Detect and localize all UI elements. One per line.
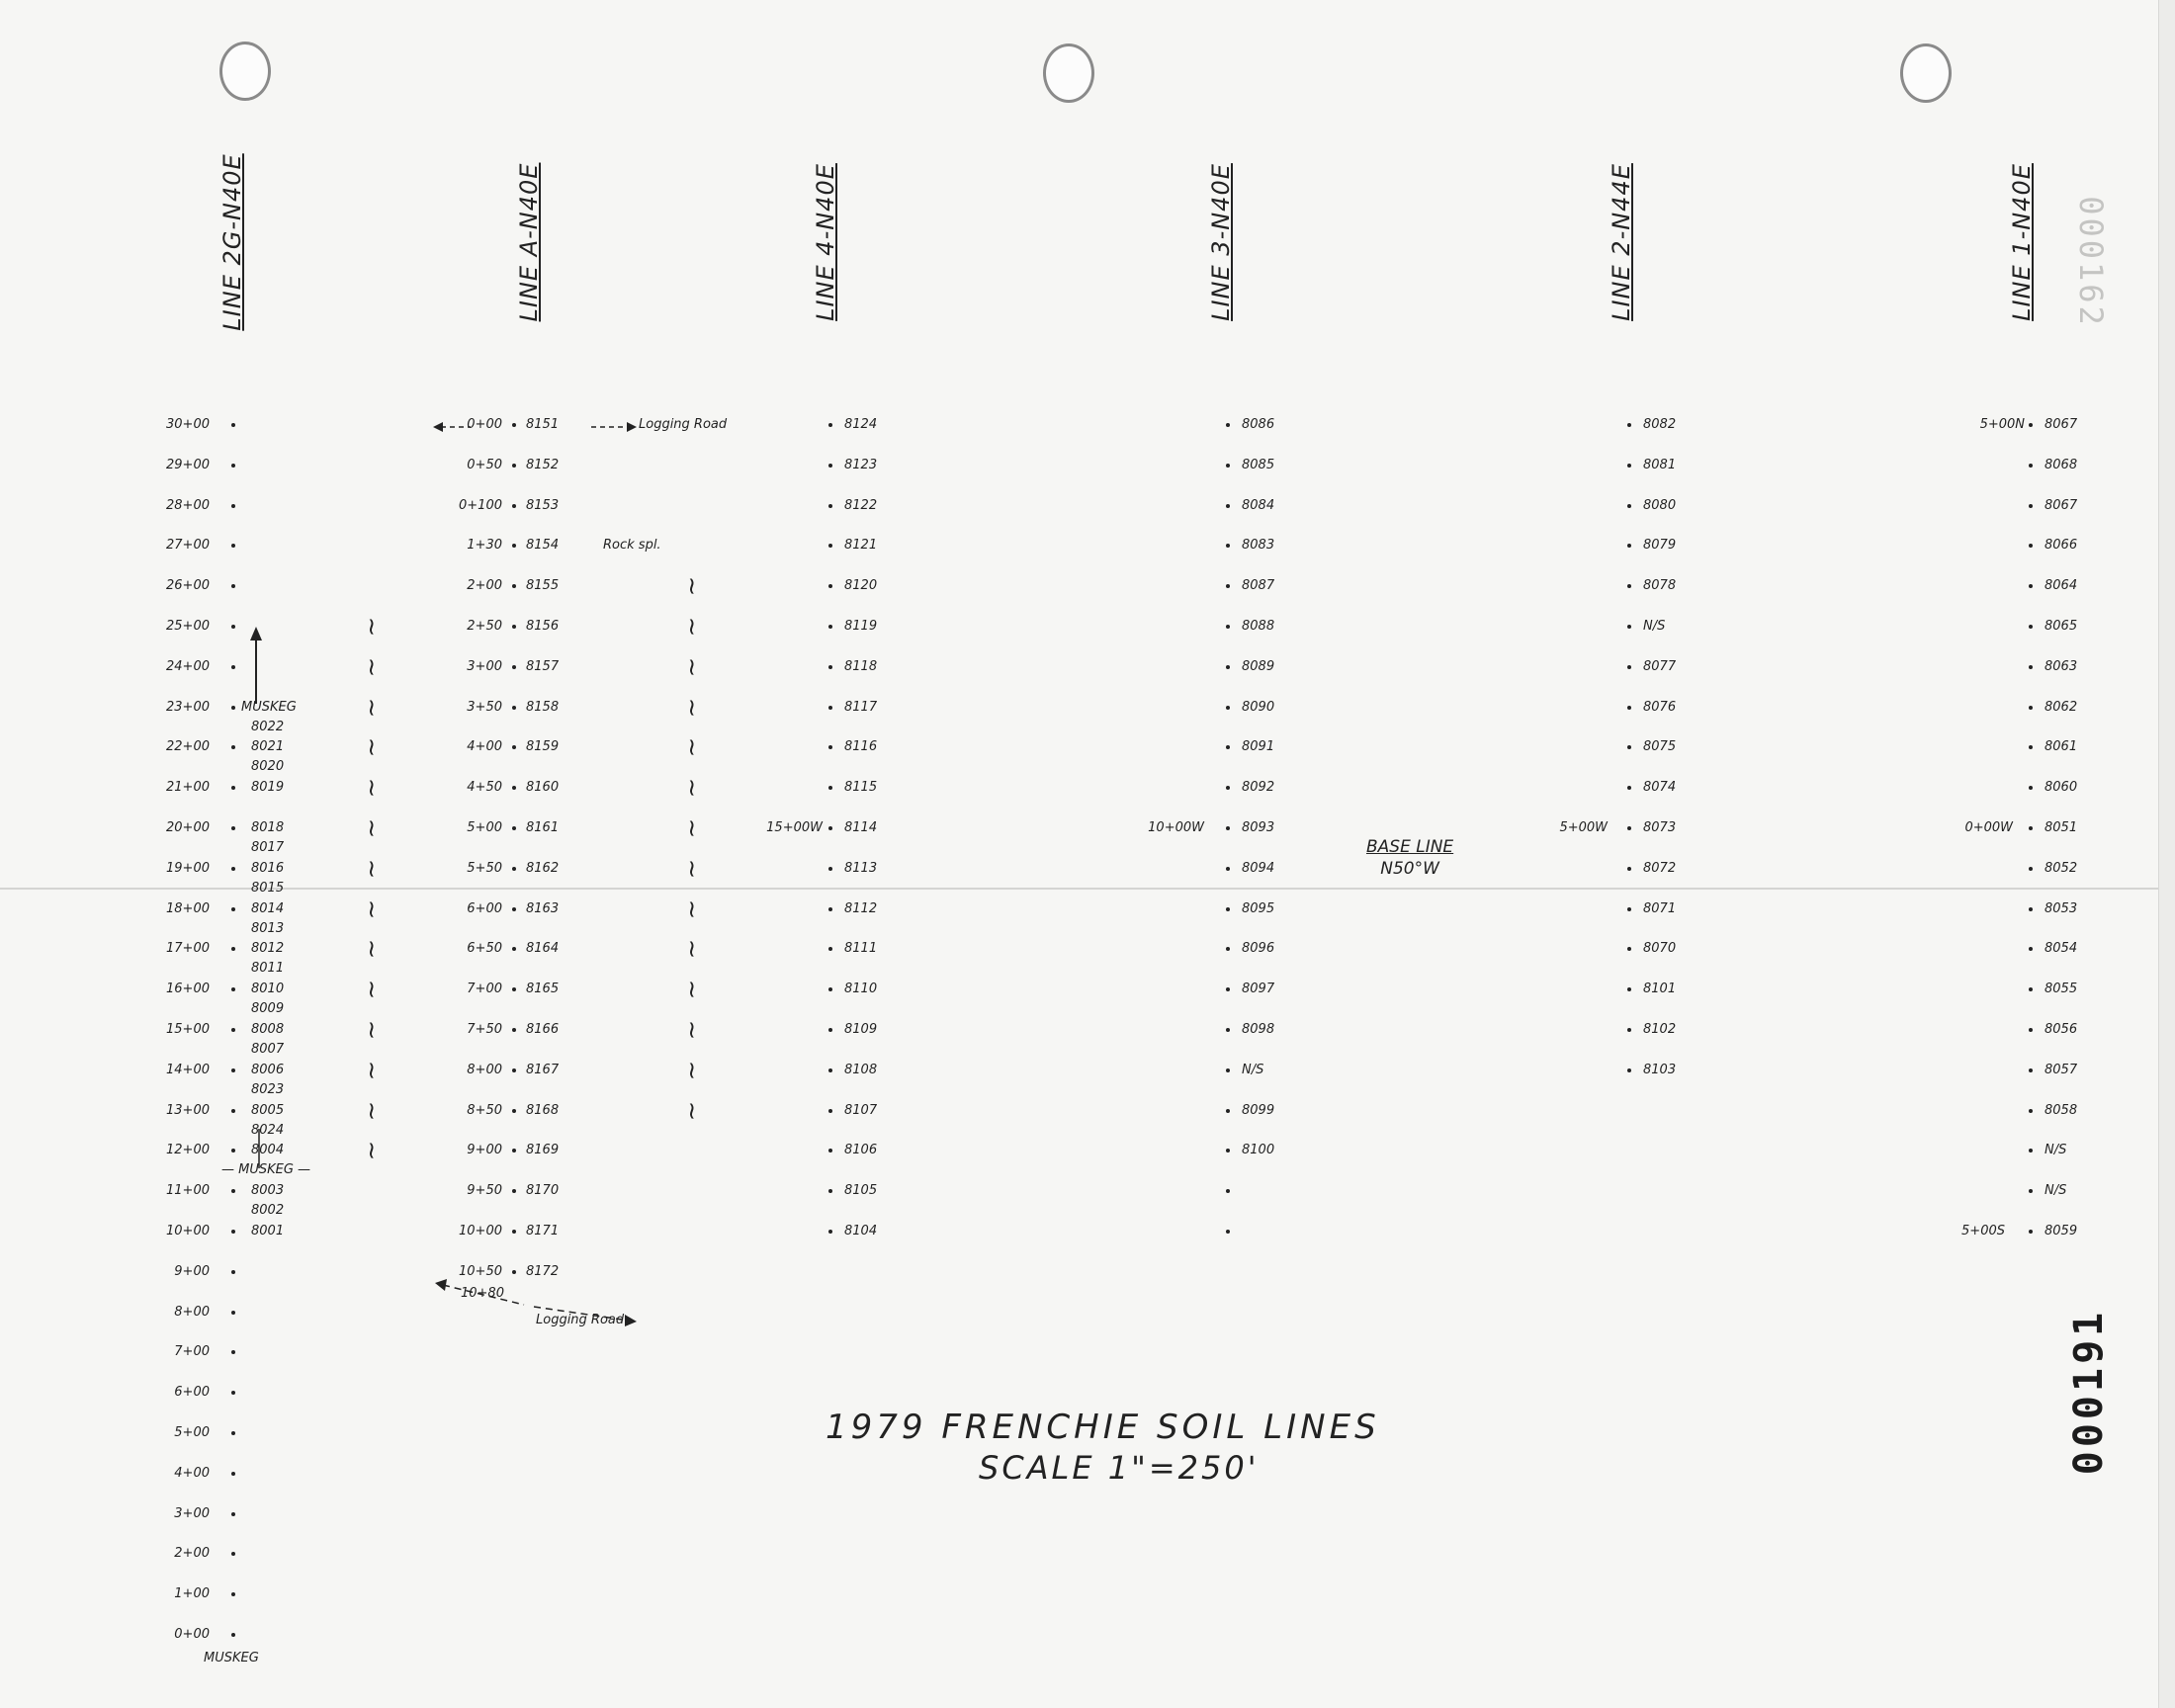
muskeg-symbol: ~ xyxy=(678,980,707,1000)
station-label: 3+00 xyxy=(467,658,502,674)
station-label: 2+00 xyxy=(174,1546,210,1562)
sample-number: 8158 xyxy=(526,699,560,715)
station-label: 4+00 xyxy=(174,1465,210,1481)
station-label: 10+00 xyxy=(166,1224,210,1238)
station-label: 1+00 xyxy=(174,1586,210,1602)
sample-number: 8078 xyxy=(1643,578,1677,594)
muskeg-symbol: ~ xyxy=(678,737,707,758)
muskeg-symbol: ~ xyxy=(358,898,387,919)
station-label: 1+30 xyxy=(467,538,502,554)
sample-number: 8072 xyxy=(1643,860,1677,876)
sample-number: 8152 xyxy=(526,457,560,472)
muskeg-note: MUSKEG xyxy=(204,1651,259,1665)
sample-number: 8114 xyxy=(844,820,878,835)
sample-number: 8121 xyxy=(844,538,878,554)
sample-number: 8159 xyxy=(526,739,560,755)
sample-number: 8084 xyxy=(1242,497,1275,513)
muskeg-symbol: ~ xyxy=(678,576,707,597)
sample-number: 8067 xyxy=(2044,497,2078,513)
muskeg-symbol: ~ xyxy=(358,616,387,638)
sample-number: 8002 xyxy=(251,1203,285,1219)
muskeg-symbol: ~ xyxy=(678,1060,707,1080)
sample-number: 8024 xyxy=(251,1122,285,1138)
sample-number: 8098 xyxy=(1242,1022,1275,1037)
sample-number: 8109 xyxy=(844,1022,878,1037)
sample-number: 8162 xyxy=(526,860,560,876)
sample-number: 8091 xyxy=(1242,739,1275,755)
sample-number: 8095 xyxy=(1242,900,1275,916)
muskeg-symbol: ~ xyxy=(678,939,707,960)
sample-number: 8094 xyxy=(1242,860,1275,876)
sample-number: 8113 xyxy=(844,860,878,876)
sample-number: 8007 xyxy=(251,1042,285,1057)
sample-number: 8059 xyxy=(2044,1224,2078,1238)
sample-number: 8051 xyxy=(2044,820,2078,835)
sample-number: 8015 xyxy=(251,880,285,896)
sample-number: 8099 xyxy=(1242,1102,1275,1118)
sample-number: 8081 xyxy=(1643,457,1677,472)
muskeg-symbol: ~ xyxy=(678,778,707,799)
line-3-heading: LINE 3-N40E xyxy=(1207,163,1235,321)
sample-number: 8021 xyxy=(251,739,285,755)
muskeg-arrow-head xyxy=(250,627,262,640)
sample-number: 8110 xyxy=(844,982,878,997)
sample-number: 8115 xyxy=(844,780,878,796)
station-label: 6+50 xyxy=(467,941,502,957)
muskeg-symbol: ~ xyxy=(358,817,387,839)
sample-number: 8064 xyxy=(2044,578,2078,594)
station-label: 3+00 xyxy=(174,1505,210,1521)
line-2-heading: LINE 2-N44E xyxy=(1608,163,1635,321)
sample-number: 8006 xyxy=(251,1062,285,1077)
muskeg-symbol: ~ xyxy=(358,1141,387,1161)
muskeg-symbol: ~ xyxy=(358,1100,387,1121)
sample-number: 8116 xyxy=(844,739,878,755)
logging-road-arrow-head xyxy=(625,1315,637,1326)
sample-number: 8008 xyxy=(251,1022,285,1037)
sample-number: 8074 xyxy=(1643,780,1677,796)
logging-road-arrow-bottom-right xyxy=(534,1307,629,1321)
map-scale: SCALE 1"=250' xyxy=(979,1449,1260,1487)
line-4-heading: LINE 4-N40E xyxy=(812,163,839,321)
sample-number: 8053 xyxy=(2044,900,2078,916)
sample-number: 8169 xyxy=(526,1143,560,1158)
station-label: 27+00 xyxy=(166,538,210,554)
station-label: 12+00 xyxy=(166,1143,210,1158)
station-label: 20+00 xyxy=(166,820,210,835)
sample-number: 8052 xyxy=(2044,860,2078,876)
line-2g-heading: LINE 2G-N40E xyxy=(218,153,246,331)
station-label: 10+50 xyxy=(459,1263,502,1279)
sample-number: 8086 xyxy=(1242,417,1275,432)
sample-number: 8112 xyxy=(844,900,878,916)
muskeg-symbol: ~ xyxy=(678,697,707,718)
station-label: 6+00 xyxy=(174,1385,210,1401)
sample-number: 8124 xyxy=(844,417,878,432)
sample-number: 8082 xyxy=(1643,417,1677,432)
baseline-station: 10+00W xyxy=(1148,820,1204,835)
sample-number: 8117 xyxy=(844,699,878,715)
baseline-station: 5+00S xyxy=(1961,1224,2005,1238)
station-label: 5+00 xyxy=(174,1425,210,1440)
sample-number: 8076 xyxy=(1643,699,1677,715)
station-label: 15+00 xyxy=(166,1022,210,1037)
station-label: 28+00 xyxy=(166,497,210,513)
logging-road-arrow-head xyxy=(627,422,637,432)
station-label: 19+00 xyxy=(166,860,210,876)
sample-number: 8054 xyxy=(2044,941,2078,957)
sample-number: 8096 xyxy=(1242,941,1275,957)
sample-number: 8089 xyxy=(1242,658,1275,674)
muskeg-symbol: ~ xyxy=(358,939,387,960)
sample-number: 8001 xyxy=(251,1224,285,1238)
muskeg-symbol: ~ xyxy=(678,616,707,638)
sample-number: 8058 xyxy=(2044,1102,2078,1118)
sample-number: N/S xyxy=(2044,1183,2067,1199)
sample-number: 8102 xyxy=(1643,1022,1677,1037)
sample-number: 8055 xyxy=(2044,982,2078,997)
station-label: 6+00 xyxy=(467,900,502,916)
station-label: 29+00 xyxy=(166,457,210,472)
station-label: 5+00 xyxy=(467,820,502,835)
sample-number: 8016 xyxy=(251,860,285,876)
station-label: 9+00 xyxy=(467,1143,502,1158)
station-label: 25+00 xyxy=(166,619,210,634)
station-label: 8+50 xyxy=(467,1102,502,1118)
sample-number: 8085 xyxy=(1242,457,1275,472)
sample-number: 8063 xyxy=(2044,658,2078,674)
sample-number: 8103 xyxy=(1643,1062,1677,1077)
sample-number: 8156 xyxy=(526,619,560,634)
muskeg-symbol: ~ xyxy=(358,656,387,677)
sample-number: 8003 xyxy=(251,1183,285,1199)
sample-number: 8164 xyxy=(526,941,560,957)
muskeg-symbol: ~ xyxy=(358,1019,387,1041)
station-label: 22+00 xyxy=(166,739,210,755)
sample-number: 8068 xyxy=(2044,457,2078,472)
sample-number: 8160 xyxy=(526,780,560,796)
sample-number: 8151 xyxy=(526,417,560,432)
sample-number: 8079 xyxy=(1643,538,1677,554)
sample-number: 8066 xyxy=(2044,538,2078,554)
station-label: 16+00 xyxy=(166,982,210,997)
faint-stamp-number: 000162 xyxy=(2072,196,2110,328)
logging-road-note: Logging Road xyxy=(536,1312,625,1327)
station-label: 0+00 xyxy=(174,1627,210,1642)
sample-number: N/S xyxy=(2044,1143,2067,1158)
sample-number: 8155 xyxy=(526,578,560,594)
sample-number: 8088 xyxy=(1242,619,1275,634)
station-label: 0+00 xyxy=(467,417,502,432)
sample-number: 8157 xyxy=(526,658,560,674)
station-label: 10+80 xyxy=(461,1285,504,1301)
sample-number: 8062 xyxy=(2044,699,2078,715)
sample-number: N/S xyxy=(1242,1062,1264,1077)
station-label: 5+50 xyxy=(467,860,502,876)
sample-number: 8104 xyxy=(844,1224,878,1238)
logging-road-arrow-head xyxy=(435,1279,447,1291)
station-label: 10+00 xyxy=(459,1224,502,1238)
map-title: 1979 FRENCHIE SOIL LINES xyxy=(826,1408,1380,1447)
station-label: 4+50 xyxy=(467,780,502,796)
rock-sample-note: Rock spl. xyxy=(603,538,661,554)
sample-number: 8056 xyxy=(2044,1022,2078,1037)
sample-number: 8019 xyxy=(251,780,285,796)
station-label: 4+00 xyxy=(467,739,502,755)
sample-number: 8060 xyxy=(2044,780,2078,796)
sample-number: 8154 xyxy=(526,538,560,554)
sample-number: 8106 xyxy=(844,1143,878,1158)
sample-number: 8105 xyxy=(844,1183,878,1199)
sample-number: 8166 xyxy=(526,1022,560,1037)
muskeg-symbol: ~ xyxy=(358,737,387,758)
base-line-title: BASE LINE xyxy=(1366,837,1454,857)
station-label: 30+00 xyxy=(166,417,210,432)
sample-number: 8073 xyxy=(1643,820,1677,835)
sample-number: 8065 xyxy=(2044,619,2078,634)
logging-road-note: Logging Road xyxy=(639,417,728,432)
document-stamp-number: 000191 xyxy=(2066,1308,2112,1476)
sample-number: 8017 xyxy=(251,840,285,855)
station-label: 7+50 xyxy=(467,1022,502,1037)
sample-number: 8101 xyxy=(1643,982,1677,997)
sample-number: 8163 xyxy=(526,900,560,916)
station-label: 2+50 xyxy=(467,619,502,634)
sample-number: 8168 xyxy=(526,1102,560,1118)
sample-number: 8009 xyxy=(251,1001,285,1017)
sample-number: 8023 xyxy=(251,1081,285,1097)
station-label: 9+50 xyxy=(467,1183,502,1199)
station-label: 13+00 xyxy=(166,1102,210,1118)
sample-number: 8010 xyxy=(251,982,285,997)
baseline-station: 0+00W xyxy=(1964,820,2013,835)
sample-number: 8020 xyxy=(251,759,285,775)
station-label: 8+00 xyxy=(467,1062,502,1077)
sample-number: 8077 xyxy=(1643,658,1677,674)
sample-number: 8012 xyxy=(251,941,285,957)
sample-number: 8070 xyxy=(1643,941,1677,957)
baseline-station: 5+00W xyxy=(1559,820,1608,835)
station-label: 0+100 xyxy=(459,497,502,513)
sample-number: 8071 xyxy=(1643,900,1677,916)
station-label: 3+50 xyxy=(467,699,502,715)
sample-number: 8171 xyxy=(526,1224,560,1238)
sample-number: 8108 xyxy=(844,1062,878,1077)
sample-number: 8097 xyxy=(1242,982,1275,997)
base-line-bearing: N50°W xyxy=(1380,859,1439,879)
sample-number: 8075 xyxy=(1643,739,1677,755)
sample-number: 8022 xyxy=(251,719,285,734)
sample-number: 8093 xyxy=(1242,820,1275,835)
muskeg-symbol: ~ xyxy=(678,656,707,677)
station-label: 7+00 xyxy=(467,982,502,997)
line-a-heading: LINE A-N40E xyxy=(515,162,543,322)
sample-number: N/S xyxy=(1643,619,1666,634)
station-label: 11+00 xyxy=(166,1183,210,1199)
station-label: 8+00 xyxy=(174,1304,210,1320)
muskeg-symbol: ~ xyxy=(358,697,387,718)
baseline-station: 5+00N xyxy=(1979,417,2025,432)
muskeg-symbol: ~ xyxy=(358,778,387,799)
sample-number: 8111 xyxy=(844,941,878,957)
sample-number: 8165 xyxy=(526,982,560,997)
sample-number: 8057 xyxy=(2044,1062,2078,1077)
sample-number: 8083 xyxy=(1242,538,1275,554)
muskeg-symbol: ~ xyxy=(678,1019,707,1041)
station-label: 21+00 xyxy=(166,780,210,796)
muskeg-symbol: ~ xyxy=(678,898,707,919)
sample-number: 8013 xyxy=(251,920,285,936)
sample-number: 8119 xyxy=(844,619,878,634)
sample-number: 8004 xyxy=(251,1143,285,1158)
muskeg-note: MUSKEG xyxy=(241,699,297,715)
sample-number: 8120 xyxy=(844,578,878,594)
station-label: 14+00 xyxy=(166,1062,210,1077)
station-label: 2+00 xyxy=(467,578,502,594)
muskeg-symbol: ~ xyxy=(358,980,387,1000)
sample-number: 8087 xyxy=(1242,578,1275,594)
logging-road-arrow-head xyxy=(433,422,443,432)
sample-number: 8153 xyxy=(526,497,560,513)
station-label: 23+00 xyxy=(166,699,210,715)
muskeg-note: — MUSKEG — xyxy=(221,1162,311,1178)
sample-number: 8118 xyxy=(844,658,878,674)
baseline-station: 15+00W xyxy=(766,820,823,835)
station-label: 24+00 xyxy=(166,658,210,674)
station-label: 26+00 xyxy=(166,578,210,594)
sample-number: 8061 xyxy=(2044,739,2078,755)
sample-number: 8100 xyxy=(1242,1143,1275,1158)
sample-number: 8122 xyxy=(844,497,878,513)
sample-number: 8080 xyxy=(1643,497,1677,513)
station-label: 17+00 xyxy=(166,941,210,957)
muskeg-symbol: ~ xyxy=(678,858,707,879)
line-1-heading: LINE 1-N40E xyxy=(2008,163,2036,321)
station-label: 0+50 xyxy=(467,457,502,472)
sample-number: 8011 xyxy=(251,961,285,977)
sample-number: 8067 xyxy=(2044,417,2078,432)
sample-number: 8107 xyxy=(844,1102,878,1118)
sample-number: 8123 xyxy=(844,457,878,472)
muskeg-symbol: ~ xyxy=(678,1100,707,1121)
muskeg-symbol: ~ xyxy=(358,858,387,879)
sample-number: 8092 xyxy=(1242,780,1275,796)
logging-road-arrow-bottom-left xyxy=(443,1285,524,1305)
muskeg-symbol: ~ xyxy=(358,1060,387,1080)
sample-number: 8172 xyxy=(526,1263,560,1279)
sample-number: 8170 xyxy=(526,1183,560,1199)
sample-number: 8167 xyxy=(526,1062,560,1077)
sample-number: 8161 xyxy=(526,820,560,835)
station-label: 7+00 xyxy=(174,1344,210,1360)
muskeg-symbol: ~ xyxy=(678,817,707,839)
sample-number: 8090 xyxy=(1242,699,1275,715)
station-label: 9+00 xyxy=(174,1263,210,1279)
station-label: 18+00 xyxy=(166,900,210,916)
sample-number: 8018 xyxy=(251,820,285,835)
sample-number: 8005 xyxy=(251,1102,285,1118)
sample-number: 8014 xyxy=(251,900,285,916)
